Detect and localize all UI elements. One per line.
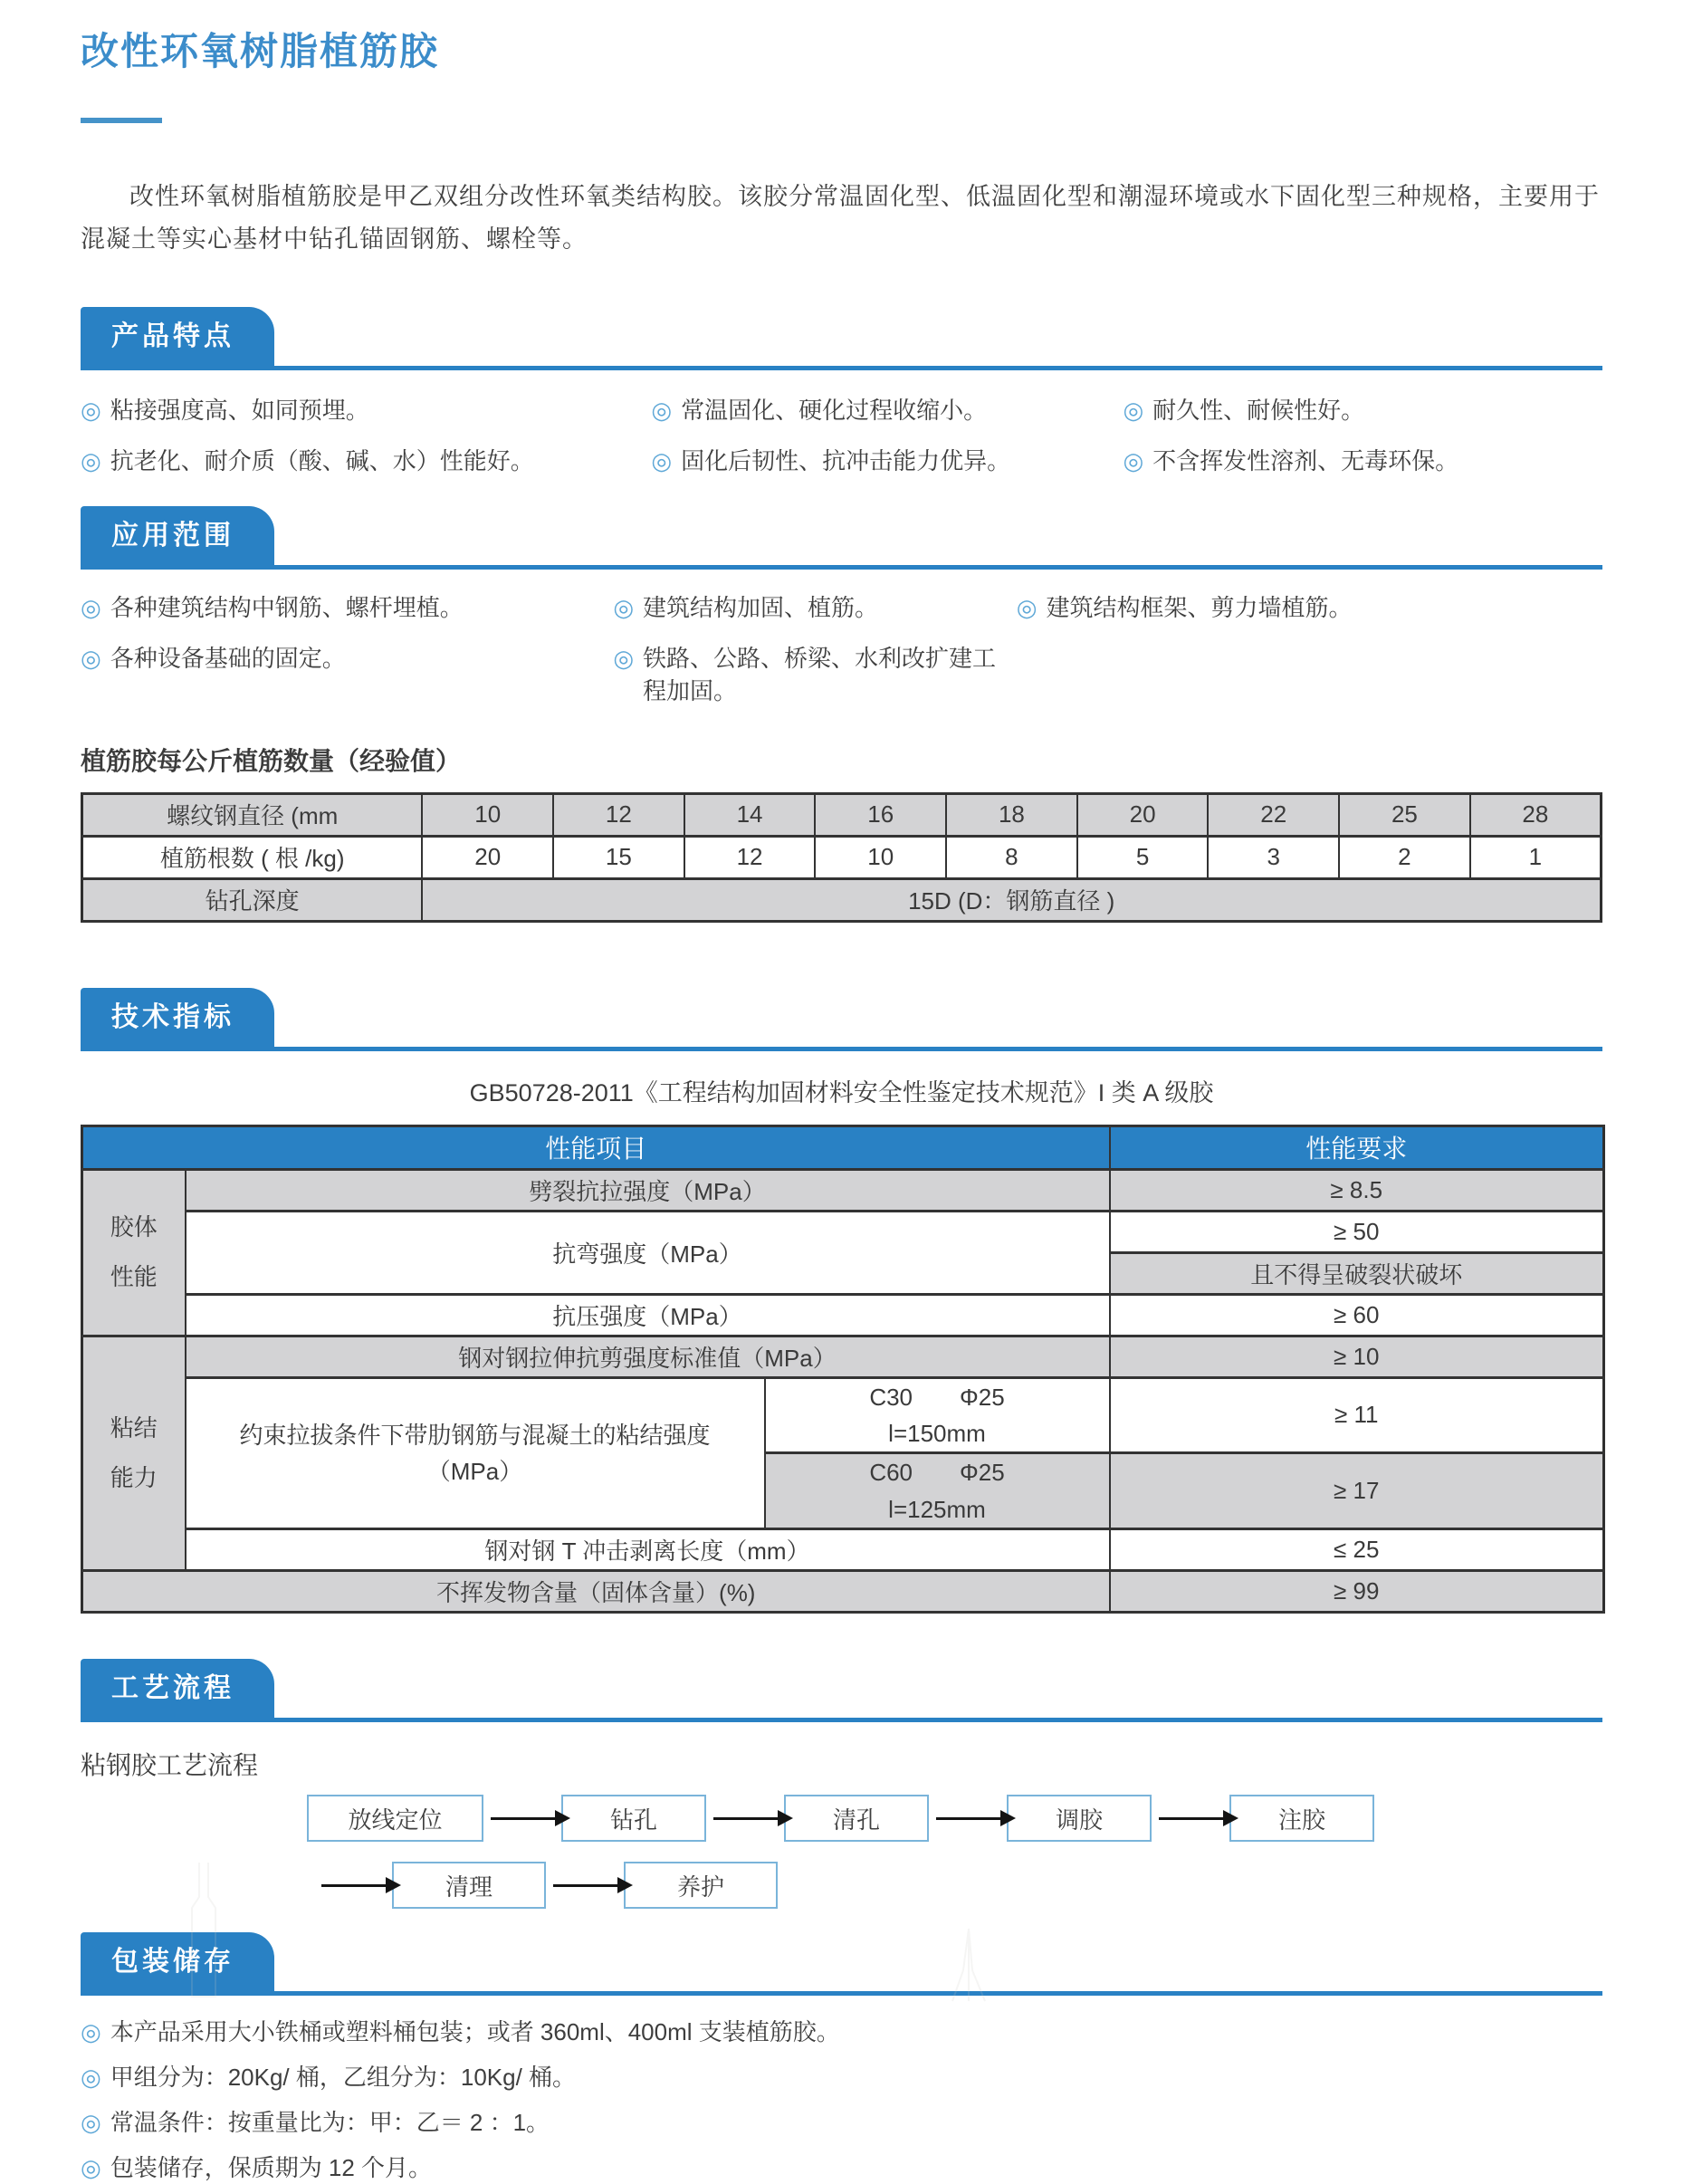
section-header-features bbox=[81, 307, 1602, 370]
page-title: 改性环氧树脂植筋胶 bbox=[81, 30, 440, 72]
row-label: 钻孔深度 bbox=[82, 878, 423, 921]
table-row bbox=[82, 878, 1602, 921]
double-circle-bullet-icon: ◎ bbox=[1016, 593, 1038, 621]
condition-line2: l=150mm bbox=[888, 1419, 986, 1447]
feature-text: 抗老化、耐介质（酸、碱、水）性能好。 bbox=[110, 446, 534, 474]
table-cell: 20 bbox=[422, 836, 553, 878]
rebar-table bbox=[81, 792, 1602, 923]
watermark-sketch bbox=[172, 1861, 235, 2002]
list-item bbox=[613, 642, 1016, 707]
table-row bbox=[82, 1571, 1604, 1613]
title-underline-dash bbox=[81, 118, 162, 123]
intro-paragraph: 改性环氧树脂植筋胶是甲乙双组分改性环氧类结构胶。该胶分常温固化型、低温固化型和潮湿环境或水下固化型三种规格，主要用于混凝土等实心基材中钻孔锚固钢筋、螺栓等。 bbox=[81, 183, 1600, 254]
table-row bbox=[82, 793, 1602, 836]
standard-note: GB50728-2011《工程结构加固材料安全性鉴定技术规范》I 类 A 级胶 bbox=[469, 1078, 1214, 1106]
section-badge-features: 产品特点 bbox=[81, 307, 274, 366]
section-badge-process: 工艺流程 bbox=[81, 1659, 274, 1718]
table-cell: 2 bbox=[1339, 836, 1470, 878]
list-item bbox=[81, 2016, 1602, 2048]
table-cell: 20 bbox=[1077, 793, 1209, 836]
section-badge-packaging: 包装储存 bbox=[81, 1932, 274, 1991]
double-circle-bullet-icon: ◎ bbox=[613, 644, 635, 672]
double-circle-bullet-icon: ◎ bbox=[1123, 446, 1144, 474]
table-cell: 22 bbox=[1208, 793, 1339, 836]
arrow-right-icon bbox=[553, 1884, 618, 1887]
column-header: 性能项目 bbox=[82, 1126, 1110, 1169]
flow-subtitle: 粘钢胶工艺流程 bbox=[81, 1751, 259, 1780]
table-cell: 15 bbox=[553, 836, 684, 878]
application-text: 各种设备基础的固定。 bbox=[110, 644, 346, 672]
table-cell: 16 bbox=[815, 793, 946, 836]
table-cell: 5 bbox=[1077, 836, 1209, 878]
requirement-value: ≥ 99 bbox=[1110, 1571, 1604, 1613]
flow-step-box: 注胶 bbox=[1229, 1795, 1374, 1842]
row-label: 植筋根数 ( 根 /kg) bbox=[82, 836, 423, 878]
section-badge-applications: 应用范围 bbox=[81, 506, 274, 565]
table-cell: 25 bbox=[1339, 793, 1470, 836]
table-row bbox=[82, 836, 1602, 878]
features-list bbox=[81, 394, 1602, 477]
double-circle-bullet-icon: ◎ bbox=[81, 644, 101, 672]
property-label bbox=[186, 1377, 765, 1529]
condition-line1: C30 Φ25 bbox=[869, 1383, 1005, 1411]
condition-cell bbox=[765, 1453, 1110, 1529]
section-badge-tech: 技术指标 bbox=[81, 988, 274, 1047]
flow-step-box: 养护 bbox=[624, 1862, 778, 1909]
table-cell: 12 bbox=[553, 793, 684, 836]
double-circle-bullet-icon: ◎ bbox=[81, 593, 101, 621]
requirement-value: ≥ 10 bbox=[1110, 1336, 1604, 1377]
table-row bbox=[82, 1336, 1604, 1377]
packaging-list bbox=[81, 2016, 1602, 2184]
double-circle-bullet-icon: ◎ bbox=[81, 2154, 101, 2182]
requirement-value: ≤ 25 bbox=[1110, 1529, 1604, 1571]
feature-text: 常温固化、硬化过程收缩小。 bbox=[681, 396, 988, 424]
table-row bbox=[82, 1294, 1604, 1336]
feature-text: 耐久性、耐候性好。 bbox=[1152, 396, 1365, 424]
flow-step-box: 放线定位 bbox=[307, 1795, 483, 1842]
table-cell: 12 bbox=[684, 836, 816, 878]
group-label: 粘结能力 bbox=[82, 1336, 186, 1571]
property-label-line2: （MPa） bbox=[426, 1457, 523, 1485]
feature-text: 不含挥发性溶剂、无毒环保。 bbox=[1152, 446, 1459, 474]
column-header: 性能要求 bbox=[1110, 1126, 1604, 1169]
table-row bbox=[82, 1377, 1604, 1453]
table-row bbox=[82, 1211, 1604, 1252]
double-circle-bullet-icon: ◎ bbox=[81, 2018, 101, 2046]
property-label: 抗压强度（MPa） bbox=[186, 1294, 1110, 1336]
application-text: 建筑结构框架、剪力墙植筋。 bbox=[1046, 593, 1353, 621]
flow-step-box: 调胶 bbox=[1007, 1795, 1152, 1842]
arrow-right-icon bbox=[713, 1817, 779, 1820]
packaging-text: 甲组分为：20Kg/ 桶，乙组分为：10Kg/ 桶。 bbox=[110, 2064, 577, 2092]
packaging-text: 本产品采用大小铁桶或塑料桶包装；或者 360ml、400ml 支装植筋胶。 bbox=[110, 2018, 840, 2046]
arrow-right-icon bbox=[936, 1817, 1001, 1820]
list-item bbox=[81, 445, 651, 477]
section-header-tech bbox=[81, 988, 1602, 1051]
property-label: 不挥发物含量（固体含量）(%) bbox=[82, 1571, 1110, 1613]
watermark-sketch bbox=[942, 1929, 996, 2002]
application-text: 铁路、公路、桥梁、水利改扩建工程加固。 bbox=[643, 644, 997, 704]
feature-text: 固化后韧性、抗冲击能力优异。 bbox=[681, 446, 1011, 474]
condition-cell bbox=[765, 1377, 1110, 1453]
flow-step-box: 清孔 bbox=[784, 1795, 929, 1842]
requirement-value: ≥ 60 bbox=[1110, 1294, 1604, 1336]
list-item bbox=[1123, 394, 1602, 426]
list-item bbox=[651, 445, 1123, 477]
table-cell: 15D (D：钢筋直径 ) bbox=[422, 878, 1601, 921]
application-text: 各种建筑结构中钢筋、螺杆埋植。 bbox=[110, 593, 464, 621]
table-cell: 14 bbox=[684, 793, 816, 836]
table-row bbox=[82, 1169, 1604, 1211]
requirement-value: ≥ 8.5 bbox=[1110, 1169, 1604, 1211]
requirement-value: ≥ 11 bbox=[1110, 1377, 1604, 1453]
property-label: 抗弯强度（MPa） bbox=[186, 1211, 1110, 1294]
arrow-right-icon bbox=[491, 1817, 556, 1820]
arrow-right-icon bbox=[1159, 1817, 1224, 1820]
property-label: 钢对钢 T 冲击剥离长度（mm） bbox=[186, 1529, 1110, 1571]
requirement-value: ≥ 50 bbox=[1110, 1211, 1604, 1252]
flow-step-box: 钻孔 bbox=[561, 1795, 706, 1842]
table-row bbox=[82, 1529, 1604, 1571]
double-circle-bullet-icon: ◎ bbox=[81, 2064, 101, 2092]
application-text: 建筑结构加固、植筋。 bbox=[643, 593, 879, 621]
list-item bbox=[81, 642, 613, 707]
applications-list bbox=[81, 591, 1602, 707]
list-item bbox=[81, 394, 651, 426]
list-item bbox=[81, 2151, 1602, 2184]
table-cell: 1 bbox=[1470, 836, 1602, 878]
double-circle-bullet-icon: ◎ bbox=[1123, 396, 1144, 424]
list-item bbox=[81, 2106, 1602, 2139]
condition-line1: C60 Φ25 bbox=[869, 1459, 1005, 1487]
property-label-line1: 约束拉拔条件下带肋钢筋与混凝土的粘结强度 bbox=[239, 1421, 711, 1449]
table-cell: 18 bbox=[946, 793, 1077, 836]
section-header-process bbox=[81, 1659, 1602, 1722]
requirement-value: ≥ 17 bbox=[1110, 1453, 1604, 1529]
rebar-table-title: 植筋胶每公斤植筋数量（经验值） bbox=[81, 746, 462, 775]
packaging-text: 常温条件：按重量比为：甲：乙＝ 2 ：1。 bbox=[110, 2109, 550, 2137]
group-label: 胶体性能 bbox=[82, 1169, 186, 1336]
list-item bbox=[613, 591, 1016, 624]
row-label: 螺纹钢直径 (mm bbox=[82, 793, 423, 836]
table-cell: 8 bbox=[946, 836, 1077, 878]
double-circle-bullet-icon: ◎ bbox=[81, 446, 101, 474]
requirement-value: 且不得呈破裂状破坏 bbox=[1110, 1252, 1604, 1294]
list-item bbox=[1123, 445, 1602, 477]
property-label: 钢对钢拉伸抗剪强度标准值（MPa） bbox=[186, 1336, 1110, 1377]
double-circle-bullet-icon: ◎ bbox=[613, 593, 635, 621]
double-circle-bullet-icon: ◎ bbox=[651, 446, 673, 474]
flow-row-1 bbox=[307, 1795, 1602, 1842]
arrow-right-icon bbox=[321, 1884, 387, 1887]
table-cell: 28 bbox=[1470, 793, 1602, 836]
list-item bbox=[81, 2061, 1602, 2093]
table-cell: 10 bbox=[422, 793, 553, 836]
list-item bbox=[81, 591, 613, 624]
table-cell: 3 bbox=[1208, 836, 1339, 878]
table-header-row bbox=[82, 1126, 1604, 1169]
section-header-packaging bbox=[81, 1932, 1602, 1996]
flow-row-2 bbox=[314, 1862, 1602, 1909]
property-label: 劈裂抗拉强度（MPa） bbox=[186, 1169, 1110, 1211]
section-header-applications bbox=[81, 506, 1602, 570]
double-circle-bullet-icon: ◎ bbox=[651, 396, 673, 424]
list-item bbox=[651, 394, 1123, 426]
table-cell: 10 bbox=[815, 836, 946, 878]
feature-text: 粘接强度高、如同预埋。 bbox=[110, 396, 369, 424]
packaging-text: 包装储存，保质期为 12 个月。 bbox=[110, 2154, 433, 2182]
double-circle-bullet-icon: ◎ bbox=[81, 2109, 101, 2137]
tech-table bbox=[81, 1125, 1605, 1614]
double-circle-bullet-icon: ◎ bbox=[81, 396, 101, 424]
condition-line2: l=125mm bbox=[888, 1495, 986, 1523]
flow-step-box: 清理 bbox=[392, 1862, 546, 1909]
list-item bbox=[1017, 591, 1602, 624]
